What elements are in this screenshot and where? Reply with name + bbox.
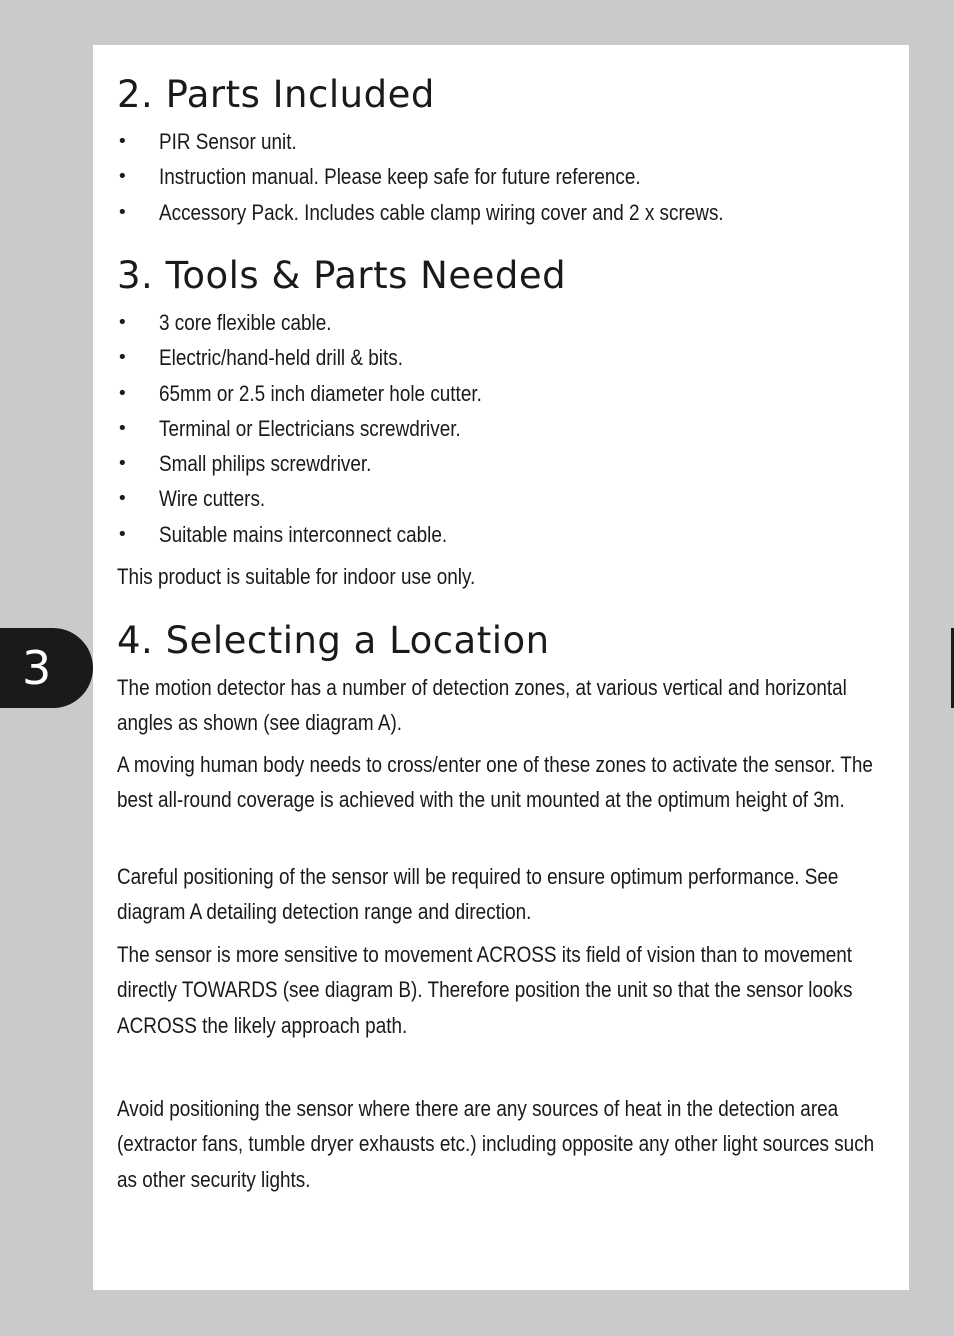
bullet-icon: • bbox=[117, 166, 128, 188]
parts-included-list bbox=[117, 124, 897, 230]
bullet-icon: • bbox=[117, 347, 128, 369]
list-item: • Wire cutters. bbox=[117, 481, 897, 516]
location-paragraph-3: Careful positioning of the sensor will be required to ensure optimum performance. See diagram A detailing detection range and direction. bbox=[117, 864, 839, 925]
page-number-tab bbox=[0, 628, 93, 708]
location-paragraph-5: Avoid positioning the sensor where there are any sources of heat in the detection area (extractor fans, tumble dryer exhausts etc.) including opposite any other light sources such as other security lights. bbox=[117, 1096, 875, 1192]
bullet-icon: • bbox=[117, 382, 128, 404]
tools-needed-list bbox=[117, 305, 897, 552]
list-item: • Instruction manual. Please keep safe for future reference. bbox=[117, 159, 897, 194]
bullet-icon: • bbox=[117, 488, 128, 510]
heading-selecting-location: 4. Selecting a Location bbox=[117, 619, 550, 662]
heading-parts-included: 2. Parts Included bbox=[117, 73, 435, 116]
location-paragraph-1: The motion detector has a number of detection zones, at various vertical and horizontal angles as shown (see diagram A). bbox=[117, 675, 847, 736]
bullet-icon: • bbox=[117, 201, 128, 223]
bullet-icon: • bbox=[117, 523, 128, 545]
list-item: • Terminal or Electricians screwdriver. bbox=[117, 411, 897, 446]
list-item: • PIR Sensor unit. bbox=[117, 124, 897, 159]
heading-tools-needed: 3. Tools & Parts Needed bbox=[117, 254, 567, 297]
location-paragraph-2: A moving human body needs to cross/enter one of these zones to activate the sensor. The best all-round coverage is achieved with the unit mounted at the optimum height of 3m. bbox=[117, 752, 873, 813]
list-item: • Accessory Pack. Includes cable clamp wiring cover and 2 x screws. bbox=[117, 195, 897, 230]
list-item: • Small philips screwdriver. bbox=[117, 446, 897, 481]
list-item: • 65mm or 2.5 inch diameter hole cutter. bbox=[117, 376, 897, 411]
bullet-icon: • bbox=[117, 131, 128, 152]
bullet-icon: • bbox=[117, 312, 128, 333]
page-number: 3 bbox=[22, 641, 52, 695]
list-item: • 3 core flexible cable. bbox=[117, 305, 897, 340]
bullet-icon: • bbox=[117, 417, 128, 439]
indoor-use-note: This product is suitable for indoor use only. bbox=[117, 564, 476, 589]
list-item: • Electric/hand-held drill & bits. bbox=[117, 340, 897, 375]
list-item: • Suitable mains interconnect cable. bbox=[117, 517, 897, 552]
bullet-icon: • bbox=[117, 453, 128, 475]
manual-page bbox=[93, 45, 909, 1290]
location-paragraph-4: The sensor is more sensitive to movement ACROSS its field of vision than to movement directly TOWARDS (see diagram B). Therefore position the unit so that the sensor looks ACROSS the likely approach path. bbox=[117, 942, 853, 1038]
